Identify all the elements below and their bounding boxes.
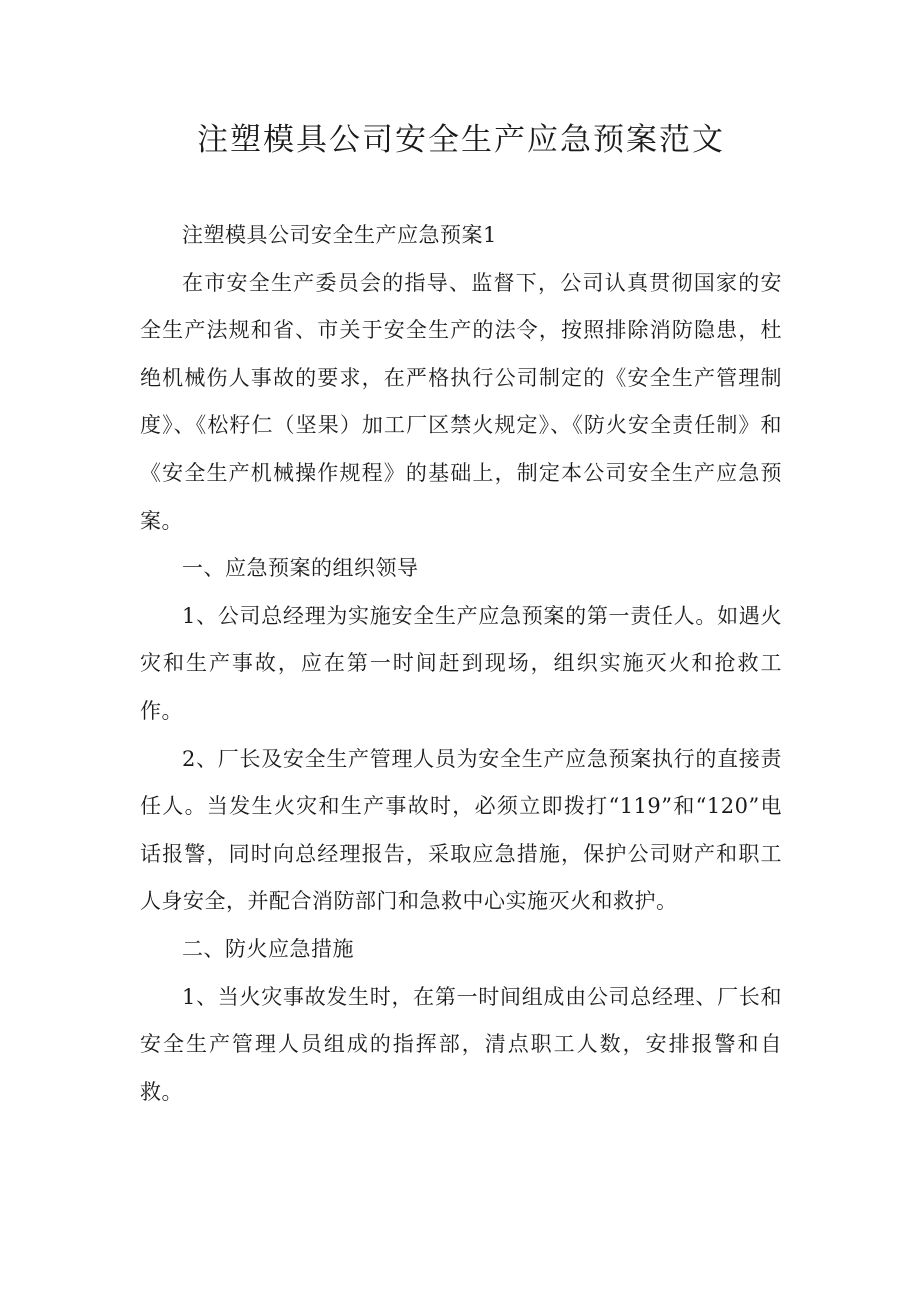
section-heading-fire-measures: 二、防火应急措施 <box>182 936 354 961</box>
document-body <box>140 212 782 1116</box>
section-heading-plan-1: 注塑模具公司安全生产应急预案1 <box>182 223 497 247</box>
intro-paragraph: 在市安全生产委员会的指导、监督下，公司认真贯彻国家的安全生产法规和省、市关于安全生产的法令，按照排除消防隐患，杜绝机械伤人事故的要求，在严格执行公司制定的《安全生产管理制度》、《松籽仁（坚果）加工厂区禁火规定》、《防火安全责任制》和《安全生产机械操作规程》的基础上，制定本公司安全生产应急预案。 <box>140 270 782 533</box>
paragraph-fire-item-1: 1、当火灾事故发生时，在第一时间组成由公司总经理、厂长和安全生产管理人员组成的指挥部，清点职工人数，安排报警和自救。 <box>140 984 782 1104</box>
paragraph-org-item-1: 1、公司总经理为实施安全生产应急预案的第一责任人。如遇火灾和生产事故，应在第一时间赶到现场，组织实施灭火和抢救工作。 <box>140 603 782 723</box>
section-heading-organization: 一、应急预案的组织领导 <box>182 556 419 581</box>
paragraph-org-item-2: 2、厂长及安全生产管理人员为安全生产应急预案执行的直接责任人。当发生火灾和生产事故时，必须立即拨打“119”和“120”电话报警，同时向总经理报告，采取应急措施，保护公司财产和职工人身安全，并配合消防部门和急救中心实施灭火和救护。 <box>140 746 782 914</box>
document-title: 注塑模具公司安全生产应急预案范文 <box>197 122 725 158</box>
